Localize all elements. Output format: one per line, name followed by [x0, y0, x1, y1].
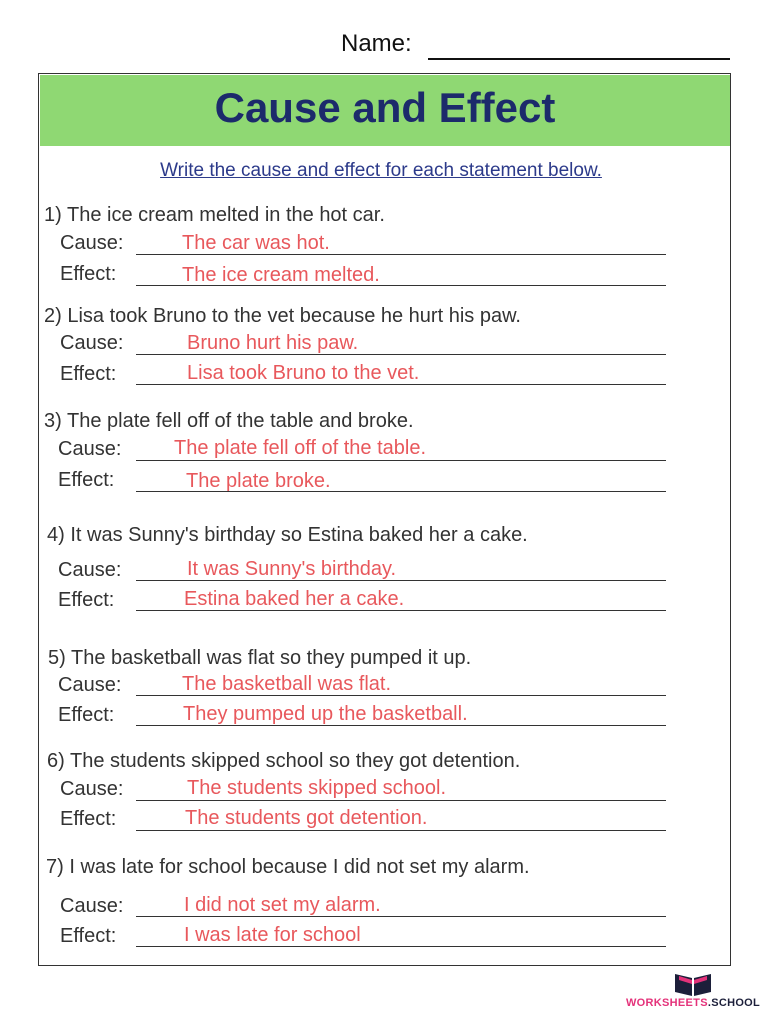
- instructions: Write the cause and effect for each statement below.: [160, 160, 602, 181]
- effect-label-6: Effect:: [60, 808, 117, 830]
- effect-label-4: Effect:: [58, 589, 115, 611]
- question-1: 1) The ice cream melted in the hot car.: [44, 204, 385, 226]
- brand-text-b: .SCHOOL: [707, 997, 761, 1009]
- cause-label-5: Cause:: [58, 674, 122, 696]
- name-label: Name:: [341, 30, 412, 57]
- cause-label-6: Cause:: [60, 778, 124, 800]
- question-5: 5) The basketball was flat so they pumped it up.: [48, 647, 472, 669]
- question-4: 4) It was Sunny's birthday so Estina baked her a cake.: [47, 524, 528, 546]
- page-title: Cause and Effect: [214, 84, 556, 131]
- effect-label-3: Effect:: [58, 469, 115, 491]
- cause-answer-5: The basketball was flat.: [182, 673, 391, 695]
- cause-label-4: Cause:: [58, 559, 122, 581]
- brand-text-a: WORKSHEETS: [626, 997, 708, 1009]
- question-3: 3) The plate fell off of the table and broke.: [44, 410, 414, 432]
- cause-answer-6: The students skipped school.: [187, 777, 447, 799]
- cause-answer-1: The car was hot.: [182, 232, 330, 254]
- effect-answer-7: I was late for school: [184, 924, 361, 946]
- cause-line-6[interactable]: [136, 800, 666, 801]
- effect-line-6[interactable]: [136, 830, 666, 831]
- effect-answer-5: They pumped up the basketball.: [183, 703, 468, 725]
- effect-answer-2: Lisa took Bruno to the vet.: [187, 362, 420, 384]
- effect-label-2: Effect:: [60, 363, 117, 385]
- effect-answer-6: The students got detention.: [185, 807, 428, 829]
- question-7: 7) I was late for school because I did not set my alarm.: [46, 856, 530, 878]
- cause-label-2: Cause:: [60, 332, 124, 354]
- effect-answer-3: The plate broke.: [186, 470, 331, 492]
- worksheets-school-logo: [626, 968, 760, 1018]
- effect-answer-1: The ice cream melted.: [182, 264, 380, 286]
- cause-label-1: Cause:: [60, 232, 124, 254]
- cause-answer-3: The plate fell off of the table.: [174, 437, 427, 459]
- cause-answer-4: It was Sunny's birthday.: [187, 558, 397, 580]
- effect-answer-4: Estina baked her a cake.: [184, 588, 405, 610]
- question-6: 6) The students skipped school so they got detention.: [47, 750, 521, 772]
- cause-label-3: Cause:: [58, 438, 122, 460]
- cause-label-7: Cause:: [60, 895, 124, 917]
- cause-answer-2: Bruno hurt his paw.: [187, 332, 359, 354]
- brand-text: [626, 997, 760, 1009]
- effect-label-7: Effect:: [60, 925, 117, 947]
- book-icon: [673, 970, 713, 998]
- question-2: 2) Lisa took Bruno to the vet because he hurt his paw.: [44, 305, 521, 327]
- effect-label-5: Effect:: [58, 704, 115, 726]
- cause-answer-7: I did not set my alarm.: [184, 894, 381, 916]
- name-field-line[interactable]: [428, 58, 730, 60]
- effect-label-1: Effect:: [60, 263, 117, 285]
- cause-line-3[interactable]: [136, 460, 666, 461]
